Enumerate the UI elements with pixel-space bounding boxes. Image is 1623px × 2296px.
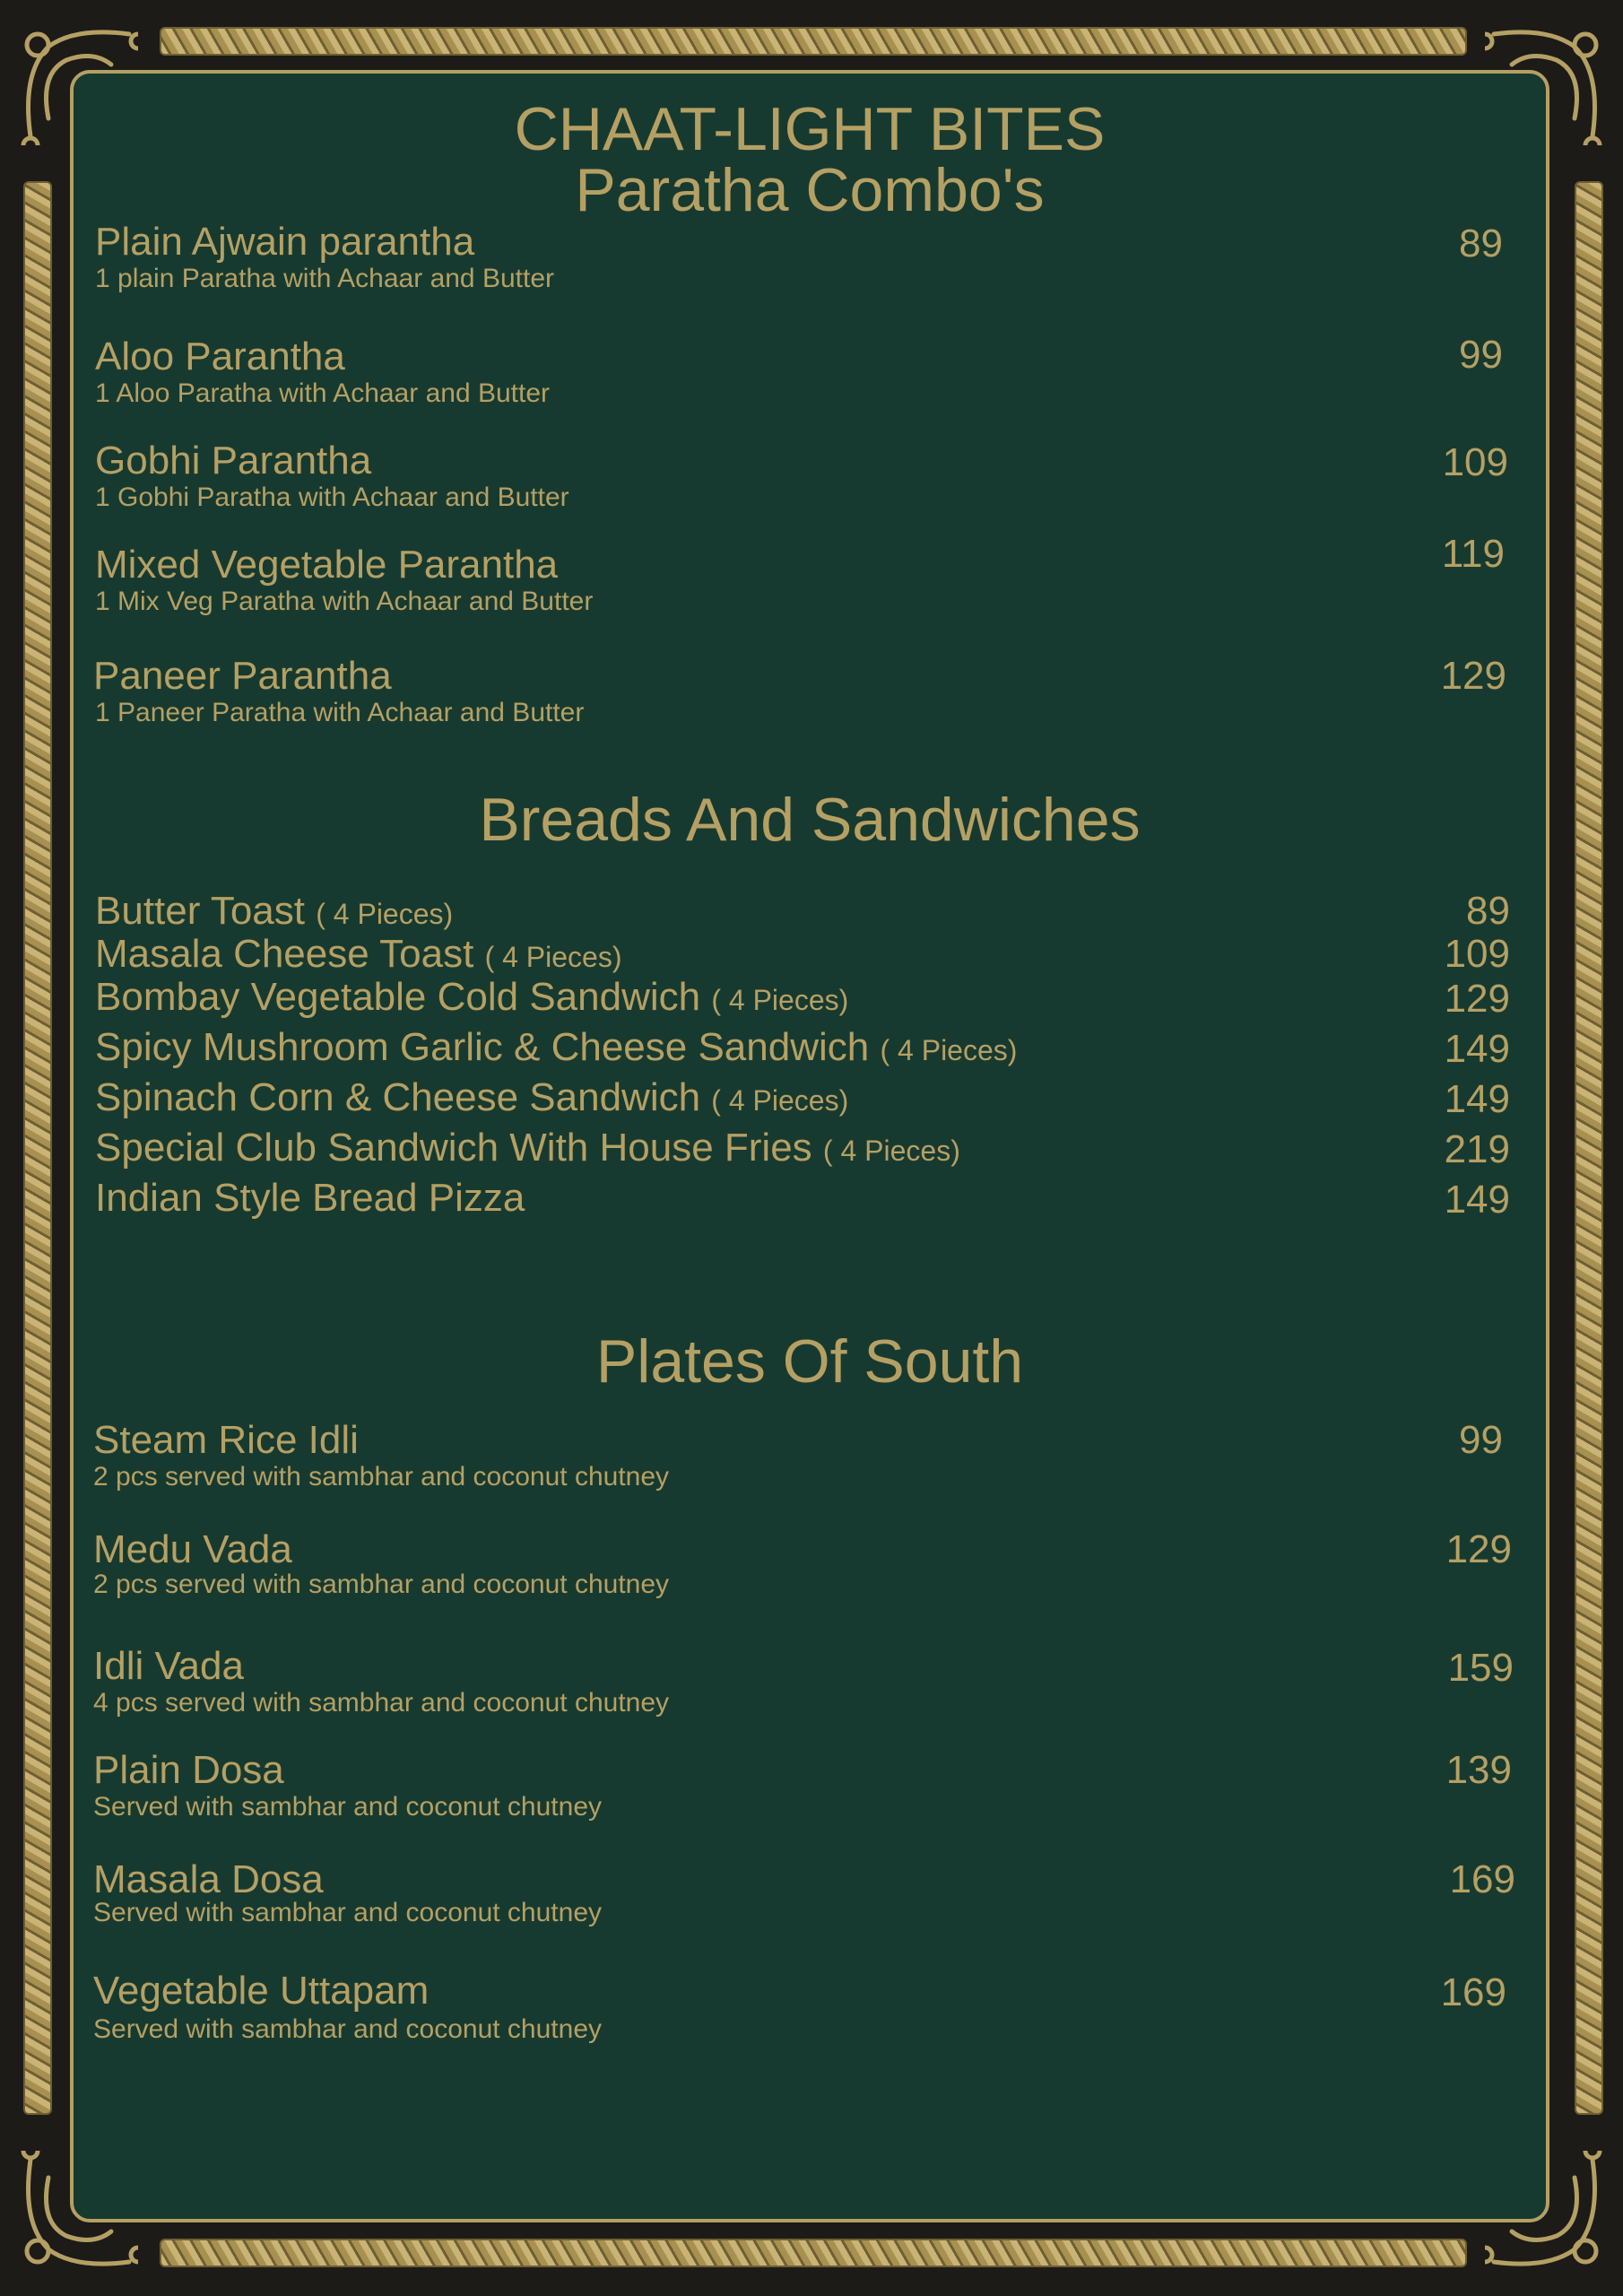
item-name: Plain Ajwain parantha: [95, 220, 475, 264]
item-note: ( 4 Pieces): [316, 898, 454, 930]
item-description: 2 pcs served with sambhar and coconut chutney: [93, 1462, 670, 1492]
item-description: 1 plain Paratha with Achaar and Butter: [95, 264, 554, 293]
section-title-plates-of-south: Plates Of South: [595, 1327, 1024, 1396]
item-price: 149: [1444, 1178, 1510, 1222]
item-name: Butter Toast: [95, 889, 305, 933]
item-price: 129: [1445, 1527, 1512, 1571]
item-price: 109: [1444, 932, 1510, 976]
item-row: [95, 1076, 848, 1122]
item-description: 4 pcs served with sambhar and coconut chutney: [93, 1688, 670, 1718]
item-name: Spinach Corn & Cheese Sandwich: [95, 1075, 701, 1119]
item-name: Medu Vada: [93, 1527, 292, 1571]
item-row: [95, 1177, 525, 1220]
item-row: [95, 1126, 960, 1172]
item-name: Masala Dosa: [93, 1857, 324, 1901]
item-name: Aloo Parantha: [95, 335, 345, 378]
menu-panel: [70, 70, 1549, 2222]
item-description: 2 pcs served with sambhar and coconut chutney: [93, 1570, 670, 1599]
item-description: 1 Mix Veg Paratha with Achaar and Butter: [95, 587, 594, 616]
item-note: ( 4 Pieces): [484, 941, 622, 973]
bottom-rope-border: [160, 2239, 1467, 2267]
item-name: Gobhi Parantha: [95, 439, 372, 483]
item-name: Plain Dosa: [93, 1748, 284, 1792]
item-row: [95, 976, 848, 1022]
section-subtitle-paratha-combos: Paratha Combo's: [575, 156, 1045, 224]
item-price: 99: [1459, 333, 1503, 377]
item-price: 89: [1466, 889, 1510, 933]
item-price: 219: [1444, 1127, 1510, 1171]
item-note: ( 4 Pieces): [711, 1084, 849, 1117]
item-name: Bombay Vegetable Cold Sandwich: [95, 975, 701, 1019]
item-price: 149: [1444, 1027, 1510, 1071]
left-rope-border: [23, 181, 52, 2115]
item-description: 1 Paneer Paratha with Achaar and Butter: [95, 698, 585, 727]
item-price: 159: [1447, 1646, 1514, 1690]
item-note: ( 4 Pieces): [822, 1135, 960, 1167]
item-price: 129: [1440, 654, 1506, 698]
item-price: 109: [1442, 440, 1508, 484]
item-price: 169: [1440, 1970, 1506, 2014]
right-rope-border: [1575, 181, 1603, 2115]
item-price: 99: [1459, 1418, 1503, 1462]
item-price: 119: [1441, 532, 1505, 576]
item-row: [95, 933, 622, 978]
item-price: 169: [1449, 1857, 1515, 1901]
item-name: Mixed Vegetable Parantha: [95, 543, 559, 587]
item-name: Paneer Parantha: [93, 654, 392, 698]
item-name: Steam Rice Idli: [93, 1418, 359, 1462]
item-description: 1 Aloo Paratha with Achaar and Butter: [95, 378, 550, 408]
item-row: [95, 1026, 1017, 1072]
item-name: Masala Cheese Toast: [95, 932, 474, 976]
item-note: ( 4 Pieces): [711, 984, 849, 1016]
item-name: Special Club Sandwich With House Fries: [95, 1126, 812, 1170]
section-title-breads-sandwiches: Breads And Sandwiches: [479, 786, 1141, 854]
item-price: 149: [1444, 1077, 1510, 1121]
item-price: 139: [1445, 1748, 1512, 1792]
item-row: [95, 890, 453, 935]
item-price: 89: [1459, 222, 1503, 265]
item-price: 129: [1444, 977, 1510, 1021]
item-description: Served with sambhar and coconut chutney: [93, 1792, 602, 1822]
item-note: ( 4 Pieces): [880, 1034, 1018, 1066]
item-name: Spicy Mushroom Garlic & Cheese Sandwich: [95, 1025, 870, 1069]
section-title-chaat: CHAAT-LIGHT BITES: [514, 95, 1106, 163]
item-name: Idli Vada: [93, 1644, 244, 1688]
item-description: Served with sambhar and coconut chutney: [93, 2014, 602, 2044]
top-rope-border: [160, 27, 1467, 56]
item-name: Vegetable Uttapam: [93, 1969, 430, 2013]
item-description: Served with sambhar and coconut chutney: [93, 1898, 602, 1927]
item-description: 1 Gobhi Paratha with Achaar and Butter: [95, 483, 569, 512]
item-name: Indian Style Bread Pizza: [95, 1176, 525, 1220]
